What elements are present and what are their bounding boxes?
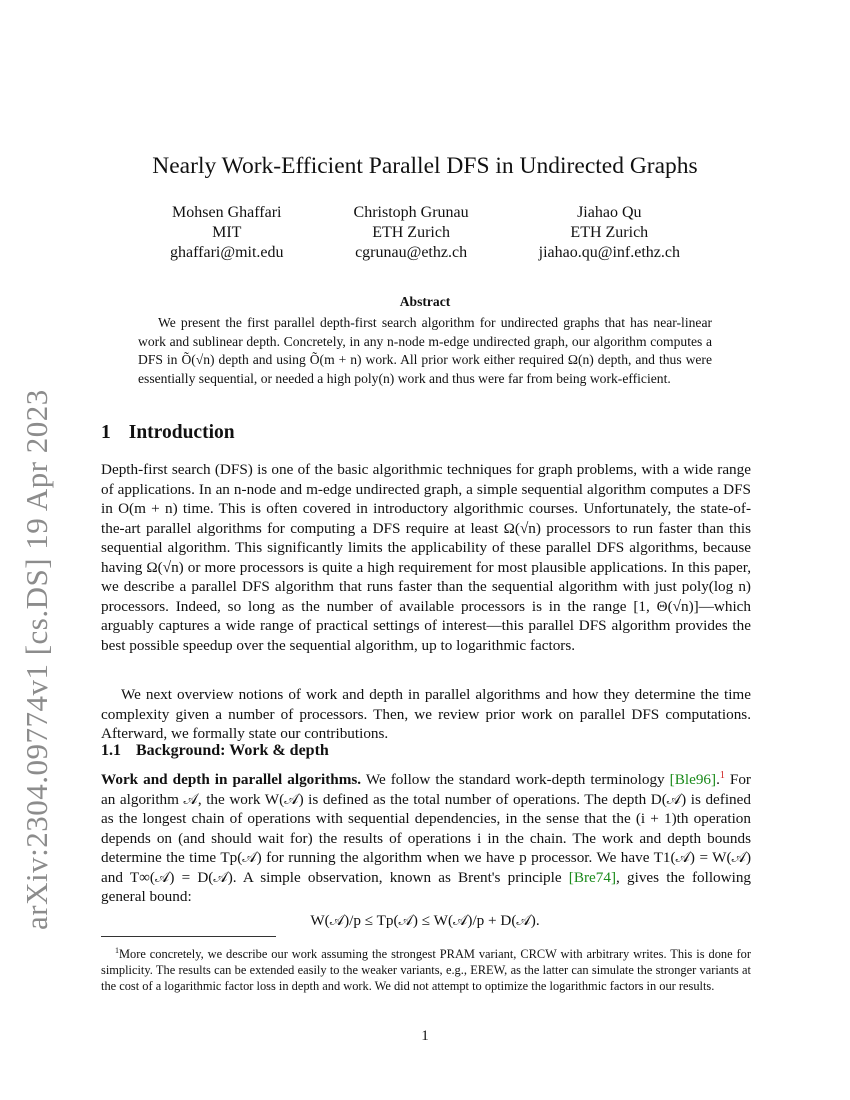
citation-bre74[interactable]: [Bre74] — [568, 868, 617, 886]
paragraph-lead: We follow the standard work-depth terminology — [365, 771, 665, 788]
paragraph-heading: Work and depth in parallel algorithms. — [101, 771, 362, 788]
section-heading-introduction — [101, 422, 235, 444]
footnote-number: 1 — [115, 946, 119, 955]
author-name: Christoph Grunau — [353, 204, 469, 221]
abstract-text: We present the first parallel depth-first search algorithm for undirected graphs that has near-linear work and sublinear depth. Concretely, in any n-node m-edge undirected graph, our algorithm computes a DFS in Õ(√n) depth and using Õ(m + n) work. All prior work either required Ω(n) depth, and thus were essentially sequential, or needed a high poly(n) work and thus were far from being work-efficient. — [138, 314, 712, 387]
section-number: 1 — [101, 422, 111, 443]
section-title: Introduction — [128, 422, 235, 443]
author-email[interactable]: cgrunau@ethz.ch — [355, 244, 468, 261]
paragraph-text: Work and depth in parallel algorithms. We follow the standard work-depth terminology [Ble96].$^1$ For an algorithm 𝒜, the work W(𝒜) is defined as the total number of operations. The depth D(𝒜) is defined as the longest chain of operations with sequential dependencies, in the sense that the (i + 1)th operation depends on (and should wait for) the results of operations i in the chain. The work and depth bounds determine the time Tp(𝒜) for running the algorithm when we have p processor. We have T1(𝒜) = W(𝒜) and T∞(𝒜) = D(𝒜). A simple observation, known as Brent's principle [Bre74], gives the following general bound: — [101, 769, 752, 905]
citation-ble96[interactable]: [Ble96] — [669, 771, 717, 788]
author-name: Mohsen Ghaffari — [172, 204, 282, 221]
author-name: Jiahao Qu — [577, 204, 642, 221]
author-affiliation: ETH Zurich — [372, 224, 450, 241]
footnote-text: More concretely, we describe our work assuming the strongest PRAM variant, CRCW with arbitrary writes. This is done for simplicity. The results can be extended easily to the weaker variants, e.g., EREW, as the latter can simulate the stronger variants at the cost of a logarithmic factor loss in depth and work. We did not attempt to optimize the logarithmic factors in our results. — [101, 947, 751, 994]
author-affiliation: MIT — [212, 224, 242, 241]
subsection-title: Background: Work & depth — [136, 742, 329, 759]
author-1 — [170, 203, 284, 263]
author-block — [170, 203, 680, 263]
intro-paragraph-2 — [101, 685, 751, 744]
author-email[interactable]: jiahao.qu@inf.ethz.ch — [538, 244, 680, 261]
abstract — [138, 293, 712, 389]
subsection-heading-background — [101, 742, 329, 760]
arxiv-identifier: arXiv:2304.09774v1 [cs.DS] 19 Apr 2023 — [19, 389, 54, 930]
subsection-number: 1.1 — [101, 742, 121, 759]
page-number: 1 — [421, 1028, 429, 1044]
author-affiliation: ETH Zurich — [570, 224, 649, 241]
brent-bound-formula: W(𝒜)/p ≤ Tp(𝒜) ≤ W(𝒜)/p + D(𝒜). — [310, 912, 540, 929]
footnote-marker[interactable]: 1 — [719, 769, 725, 781]
footnote-divider — [101, 936, 276, 937]
background-paragraph — [101, 770, 751, 907]
paragraph-text: We next overview notions of work and depth in parallel algorithms and how they determine the time complexity given a number of processors. Then, we review prior work on parallel DFS computations. Afterward, we formally state our contributions. — [101, 686, 751, 742]
paragraph-text: Depth-first search (DFS) is one of the basic algorithmic techniques for graph problems, with a wide range of applications. In an n-node and m-edge undirected graph, a simple sequential algorithm computes a DFS in O(m + n) time. This is often covered in introductory algorithmic courses. Unfortunately, the state-of-the-art parallel algorithms for computing a DFS require at least Ω(√n) processors to run faster than this sequential algorithm. This significantly limits the applicability of these parallel DFS algorithms, because having Ω(√n) or more processors is quite a high requirement for most plausible applications. In this paper, we describe a parallel DFS algorithm that runs faster than the sequential algorithm with just poly(log n) processors. Indeed, so long as the number of available processors is in the range [1, Θ(√n)]—which arguably captures a wide range of practical settings of interest—this parallel DFS algorithm provides the best possible speedup over the sequential algorithm, up to logarithmic factors. — [101, 461, 751, 654]
paragraph-body: For an algorithm 𝒜, the work W(𝒜) is defined as the total number of operations. The depth D(𝒜) is defined as the longest chain of operations with sequential dependencies, in the sense that the (i + 1)th operation depends on (and should wait for) the results of operations i in the chain. The work and depth bounds determine the time Tp(𝒜) for running the algorithm when we have p processor. We have T1(𝒜) = W(𝒜) and T∞(𝒜) = D(𝒜). A simple observation, known as Brent's principle — [101, 771, 751, 886]
intro-paragraph-1 — [101, 460, 751, 655]
author-3 — [539, 203, 680, 263]
paper-title: Nearly Work-Efficient Parallel DFS in Undirected Graphs — [152, 153, 698, 179]
author-email[interactable]: ghaffari@mit.edu — [170, 244, 284, 261]
footnote — [101, 943, 751, 994]
paragraph-tail: , gives the following general bound: — [101, 868, 752, 905]
author-2 — [354, 203, 469, 263]
abstract-heading: Abstract — [399, 294, 451, 309]
